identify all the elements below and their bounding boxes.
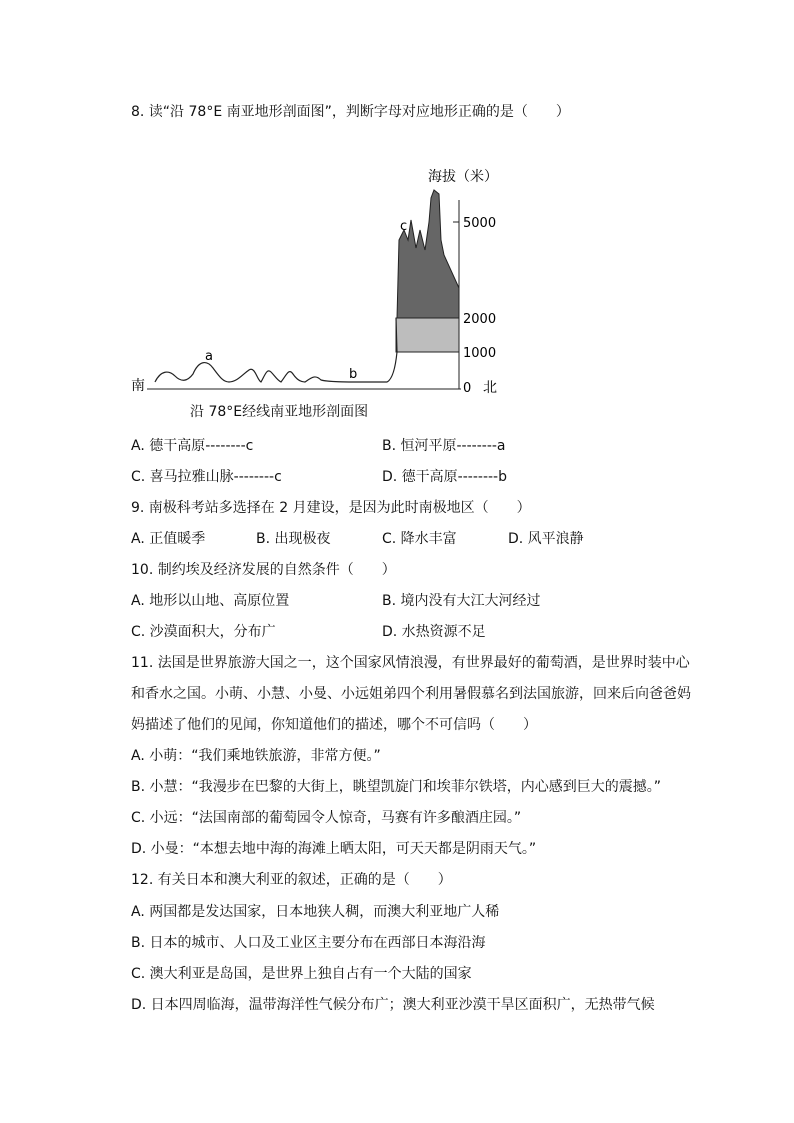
- q12-option-a[interactable]: A. 两国都是发达国家，日本地狭人稠，而澳大利亚地广人稀: [131, 904, 500, 920]
- mountain-high-zone: [397, 190, 459, 318]
- tick-label-0: 0: [463, 381, 472, 396]
- q8-option-c[interactable]: C. 喜马拉雅山脉--------c: [131, 469, 282, 485]
- terrain-profile-svg: [125, 160, 525, 430]
- q11-option-c[interactable]: C. 小远：“法国南部的葡萄园令人惊奇，马赛有许多酿酒庄园。”: [131, 810, 522, 826]
- q12-option-c[interactable]: C. 澳大利亚是岛国，是世界上独自占有一个大陆的国家: [131, 966, 472, 982]
- letter-a: a: [205, 349, 213, 364]
- q10-stem: 10. 制约埃及经济发展的自然条件（ ）: [131, 562, 396, 578]
- tick-label-1000: 1000: [463, 346, 497, 361]
- q11-option-b[interactable]: B. 小慧：“我漫步在巴黎的大街上，眺望凯旋门和埃菲尔铁塔，内心感到巨大的震撼。”: [131, 779, 662, 795]
- tick-label-2000: 2000: [463, 312, 497, 327]
- terrain-profile-figure: [125, 160, 525, 430]
- q10-option-d[interactable]: D. 水热资源不足: [382, 624, 486, 640]
- band-1000-2000: [396, 318, 459, 352]
- q8-option-b[interactable]: B. 恒河平原--------a: [382, 438, 506, 454]
- lowland-profile-line: [155, 318, 397, 382]
- q8-option-a[interactable]: A. 德干高原--------c: [131, 438, 254, 454]
- q10-option-a[interactable]: A. 地形以山地、高原位置: [131, 593, 290, 609]
- y-axis-label: 海拔（米）: [428, 169, 498, 185]
- q12-option-b[interactable]: B. 日本的城市、人口及工业区主要分布在西部日本海沿海: [131, 935, 486, 951]
- q9-stem: 9. 南极科考站多选择在 2 月建设，是因为此时南极地区（ ）: [131, 500, 531, 516]
- q9-option-b[interactable]: B. 出现极夜: [256, 531, 331, 547]
- q9-option-a[interactable]: A. 正值暖季: [131, 531, 206, 547]
- q11-option-a[interactable]: A. 小萌：“我们乘地铁旅游，非常方便。”: [131, 748, 381, 764]
- q10-option-b[interactable]: B. 境内没有大江大河经过: [382, 593, 541, 609]
- q8-stem: 8. 读“沿 78°E 南亚地形剖面图”，判断字母对应地形正确的是（ ）: [131, 104, 570, 120]
- north-label: 北: [483, 380, 497, 396]
- q12-stem: 12. 有关日本和澳大利亚的叙述，正确的是（ ）: [131, 872, 452, 888]
- figure-caption: 沿 78°E经线南亚地形剖面图: [190, 404, 369, 420]
- q12-option-d[interactable]: D. 日本四周临海，温带海洋性气候分布广；澳大利亚沙漠干旱区面积广，无热带气候: [131, 997, 655, 1013]
- letter-c: c: [400, 219, 408, 234]
- letter-b: b: [349, 367, 358, 382]
- q11-stem-line-1: 11. 法国是世界旅游大国之一，这个国家风情浪漫，有世界最好的葡萄酒，是世界时装中心: [131, 655, 690, 671]
- q11-stem-line-3: 妈描述了他们的见闻，你知道他们的描述，哪个不可信吗（ ）: [131, 717, 537, 733]
- q9-option-c[interactable]: C. 降水丰富: [382, 531, 457, 547]
- q10-option-c[interactable]: C. 沙漠面积大，分布广: [131, 624, 276, 640]
- q11-stem-line-2: 和香水之国。小萌、小慧、小曼、小远姐弟四个利用暑假慕名到法国旅游，回来后向爸爸妈: [131, 686, 691, 702]
- q8-option-d[interactable]: D. 德干高原--------b: [382, 469, 507, 485]
- q9-option-d[interactable]: D. 风平浪静: [508, 531, 584, 547]
- south-label: 南: [131, 378, 145, 394]
- tick-label-5000: 5000: [463, 216, 497, 231]
- q11-option-d[interactable]: D. 小曼：“本想去地中海的海滩上晒太阳，可天天都是阴雨天气。”: [131, 841, 537, 857]
